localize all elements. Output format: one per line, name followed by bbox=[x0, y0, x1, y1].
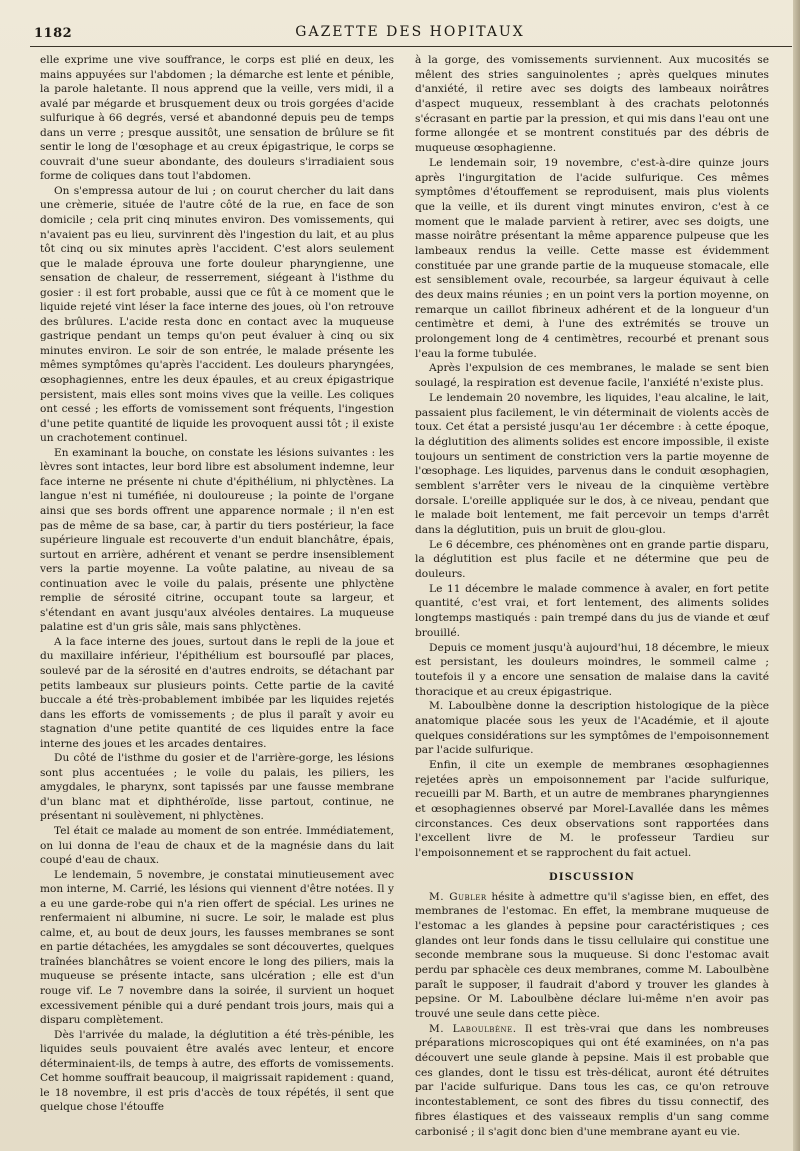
discussion-text: hésite à admettre qu'il s'agisse bien, en effet, des membranes de l'estomac. En effet, la membrane muqueuse de l'estomac a les glandes à pepsine pour caractéristiques ; ces glandes ont leur fonds dans le tissu cellulaire qui constitue une seconde membrane sous la muqueuse. Si donc l'estomac avait perdu par sphacèle ces deux membranes, comme M. Laboulbène paraît le supposer, il faudrait d'abord y trouver les glandes à pepsine. Or M. Laboulbène déclare lui-même n'en avoir pas trouvé une seule dans cette pièce. bbox=[415, 889, 770, 1020]
page-edge bbox=[793, 0, 800, 1151]
paragraph: En examinant la bouche, on constate les lésions suivantes : les lèvres sont intactes, leur bord libre est absolument indemne, leur face interne ne présente ni chute d'épithélium, ni phlyctènes. La langue n'est ni tuméfiée, ni douloureuse ; la pointe de l'organe ainsi que ses bords offrent une apparence normale ; il n'en est pas de même de sa base, car, à partir du tiers postérieur, la face supérieure linguale est recouverte d'un enduit blanchâtre, épais, surtout en arrière, adhérent et venant se perdre insensiblement vers la partie moyenne. La voûte palatine, au niveau de sa continuation avec le voile du palais, présente une phlyctène remplie de sérosité citrine, occupant toute sa largeur, et s'étendant en avant jusqu'aux alvéoles dentaires. La muqueuse palatine est d'un gris sâle, mais sans phlyctènes. bbox=[40, 446, 394, 634]
paragraph: Dès l'arrivée du malade, la déglutition a été très-pénible, les liquides seuls pouvaient être avalés avec lenteur, et encore déterminaient-ils, de temps à autre, des efforts de vomissements. Cet homme souffrait beaucoup, il maigrissait rapidement : quand, le 18 novembre, il est pris d'accès de toux répétés, il sent que quelque chose l'étouffe bbox=[40, 1028, 394, 1114]
paragraph: Le lendemain, 5 novembre, je constatai minutieusement avec mon interne, M. Carrié, les lésions qui viennent d'être notées. Il y a eu une garde-robe qui n'a rien offert de spécial. Les urines ne renfermaient ni albumine, ni sucre. Le soir, le malade est plus calme, et, au bout de deux jours, les fausses membranes se sont en partie détachées, les amygdales se sont découvertes, quelques traînées blanchâtres se voient encore le long des piliers, mais la muqueuse se présente intacte, sans ulcération ; elle est d'un rouge vif. Le 7 novembre dans la soirée, il survient un hoquet excessivement pénible qui a duré pendant trois jours, mais qui a disparu complètement. bbox=[40, 868, 394, 1027]
paragraph: On s'empressa autour de lui ; on courut chercher du lait dans une crèmerie, située de l'autre côté de la rue, en face de son domicile ; cela prit cinq minutes environ. Des vomissements, qui n'avaient pas eu lieu, survinrent dès l'ingestion du lait, et au plus tôt cinq ou six minutes après l'accident. C'est alors seulement que le malade éprouva une forte douleur pharyngienne, une sensation de chaleur, de resserrement, siégeant à l'isthme du gosier : il est fort probable, aussi que ce fût à ce moment que le liquide rejeté vint léser la face interne des joues, où l'on retrouve des brûlures. L'acide resta donc en contact avec la muqueuse gastrique pendant un temps qu'on peut évaluer à cinq ou six minutes environ. Le soir de son entrée, le malade présente les mêmes symptômes qu'après l'accident. Les douleurs pharyngées, œsophagiennes, entre les deux épaules, et au creux épigastrique persistent, mais elles sont moins vives que la veille. Les coliques ont cessé ; les efforts de vomissement sont fréquents, l'ingestion d'une petite quantité de liquide les provoquent aussi tôt ; il existe un crachotement continuel. bbox=[40, 184, 394, 445]
paragraph: A la face interne des joues, surtout dans le repli de la joue et du maxillaire inférieur, l'épithélium est boursouflé par places, soulevé par de la sérosité en d'autres endroits, se détachant par petits lambeaux sur plusieurs points. Cette partie de la cavité buccale a été très-probablement imbibée par les liquides rejetés dans les efforts de vomissements ; de plus il paraît y avoir eu stagnation d'une petite quantité de ces liquides entre la face interne des joues et les arcades dentaires. bbox=[40, 635, 394, 750]
speaker-name: M. Gubler bbox=[429, 890, 487, 903]
paragraph: Depuis ce moment jusqu'à aujourd'hui, 18 décembre, le mieux est persistant, les douleurs moindres, le sommeil calme ; toutefois il y a encore une sensation de malaise dans la cavité thoracique et au creux épigastrique. bbox=[415, 640, 769, 698]
right-column bbox=[415, 53, 769, 1139]
speaker-name: M. Laboulbène. bbox=[429, 1022, 517, 1035]
running-title: GAZETTE DES HOPITAUX bbox=[295, 24, 525, 40]
paragraph: Du côté de l'isthme du gosier et de l'arrière-gorge, les lésions sont plus accentuées ; le voile du palais, les piliers, les amygdales, le pharynx, sont tapissés par une fausse membrane d'un blanc mat et diphthéroïde, lisse partout, continue, ne présentant ni soulèvement, ni phlyctènes. bbox=[40, 752, 394, 823]
paragraph: Enfin, il cite un exemple de membranes œsophagiennes rejetées après un empoisonnement par l'acide sulfurique, recueilli par M. Barth, et un autre de membranes pharyngiennes et œsophagiennes observé par Morel-Lavallée dans les mêmes circonstances. Ces deux observations sont rapportées dans l'excellent livre de M. le professeur Tardieu sur l'empoisonnement et se rapprochent du fait actuel. bbox=[415, 758, 769, 860]
paragraph: Le 6 décembre, ces phénomènes ont en grande partie disparu, la déglutition est plus facile et ne détermine que peu de douleurs. bbox=[415, 537, 769, 581]
discussion-text: Il est très-vrai que dans les nombreuses préparations microscopiques qui ont été examinées, on n'a pas découvert une seule glande à pepsine. Mais il est probable que ces glandes, dont le tissu est très-délicat, auront été détruites par l'acide sulfurique. Dans tous les cas, ce qu'on retrouve incontestablement, ce sont des fibres du tissu connectif, des fibres élastiques et des vaisseaux remplis d'un sang comme carbonisé ; il s'agit donc bien d'une membrane ayant eu vie. bbox=[415, 1021, 769, 1138]
paragraph: Tel était ce malade au moment de son entrée. Immédiatement, on lui donna de l'eau de chaux et de la magnésie dans du lait coupé d'eau de chaux. bbox=[40, 824, 394, 867]
header-rule bbox=[30, 46, 792, 47]
page-number: 1182 bbox=[34, 26, 73, 41]
paragraph: Le 11 décembre le malade commence à avaler, en fort petite quantité, c'est vrai, et fort lentement, des aliments solides longtemps mastiqués : pain trempé dans du jus de viande et œuf brouillé. bbox=[415, 581, 769, 639]
paragraph: Le lendemain soir, 19 novembre, c'est-à-dire quinze jours après l'ingurgitation de l'acide sulfurique. Ces mêmes symptômes d'étouffement se reproduisent, mais plus violents que la veille, et ils durent vingt minutes environ, c'est à ce moment que le malade parvient à retirer, avec ses doigts, une masse noirâtre présentant la même apparence pulpeuse que les lambeaux rendus la veille. Cette masse est évidemment constituée par une grande partie de la muqueuse stomacale, elle est sensiblement ovale, recourbée, sa largeur équivaut à celle des deux mains réunies ; en un point vers la portion moyenne, on remarque un caillot fibrineux adhérent et de la longueur d'un centimètre et demi, à l'une des extrémités se trouve un prolongement long de 4 centimètres, recourbé et prenant sous l'eau la forme tubulée. bbox=[415, 155, 769, 360]
discussion-entry bbox=[415, 890, 769, 1022]
left-column bbox=[40, 53, 394, 1115]
paragraph: Après l'expulsion de ces membranes, le malade se sent bien soulagé, la respiration est devenue facile, l'anxiété n'existe plus. bbox=[415, 361, 769, 390]
discussion-heading: DISCUSSION bbox=[548, 871, 635, 883]
paragraph: à la gorge, des vomissements surviennent. Aux mucosités se mêlent des stries sanguinolentes ; après quelques minutes d'anxiété, il retire avec ses doigts des lambeaux noirâtres d'aspect muqueux, ressemblant à des crachats pelotonnés s'écrasant en partie par la pression, et qui mis dans l'eau ont une forme allongée et se montrent constitués par des débris de muqueuse œsophagienne. bbox=[415, 53, 769, 155]
paragraph: M. Laboulbène donne la description histologique de la pièce anatomique placée sous les yeux de l'Académie, et il ajoute quelques considérations sur les symptômes de l'empoisonnement par l'acide sulfurique. bbox=[415, 699, 769, 757]
page-header bbox=[30, 22, 790, 44]
paragraph: elle exprime une vive souffrance, le corps est plié en deux, les mains appuyées sur l'abdomen ; la démarche est lente et pénible, la parole haletante. Il nous apprend que la veille, vers midi, il a avalé par mégarde et brusquement deux ou trois gorgées d'acide sulfurique à 66 degrés, versé et abandonné depuis peu de temps dans un verre ; presque aussitôt, une sensation de brûlure se fit sentir le long de l'œsophage et au creux épigastrique, le corps se couvrait d'une sueur abondante, des douleurs s'irradiaient sous forme de coliques dans tout l'abdomen. bbox=[40, 54, 394, 183]
discussion-entry bbox=[415, 1022, 769, 1140]
paragraph: Le lendemain 20 novembre, les liquides, l'eau alcaline, le lait, passaient plus facilement, le vin déterminait de violents accès de toux. Cet état a persisté jusqu'au 1er décembre : à cette époque, la déglutition des aliments solides est encore impossible, il existe toujours un sentiment de constriction vers la partie moyenne de l'œsophage. Les liquides, parvenus dans le conduit œsophagien, semblent s'arrêter vers le niveau de la cinquième vertèbre dorsale. L'oreille appliquée sur le dos, à ce niveau, pendant que le malade boit lentement, me fait percevoir un temps d'arrêt dans la déglutition, puis un bruit de glou-glou. bbox=[415, 390, 769, 536]
